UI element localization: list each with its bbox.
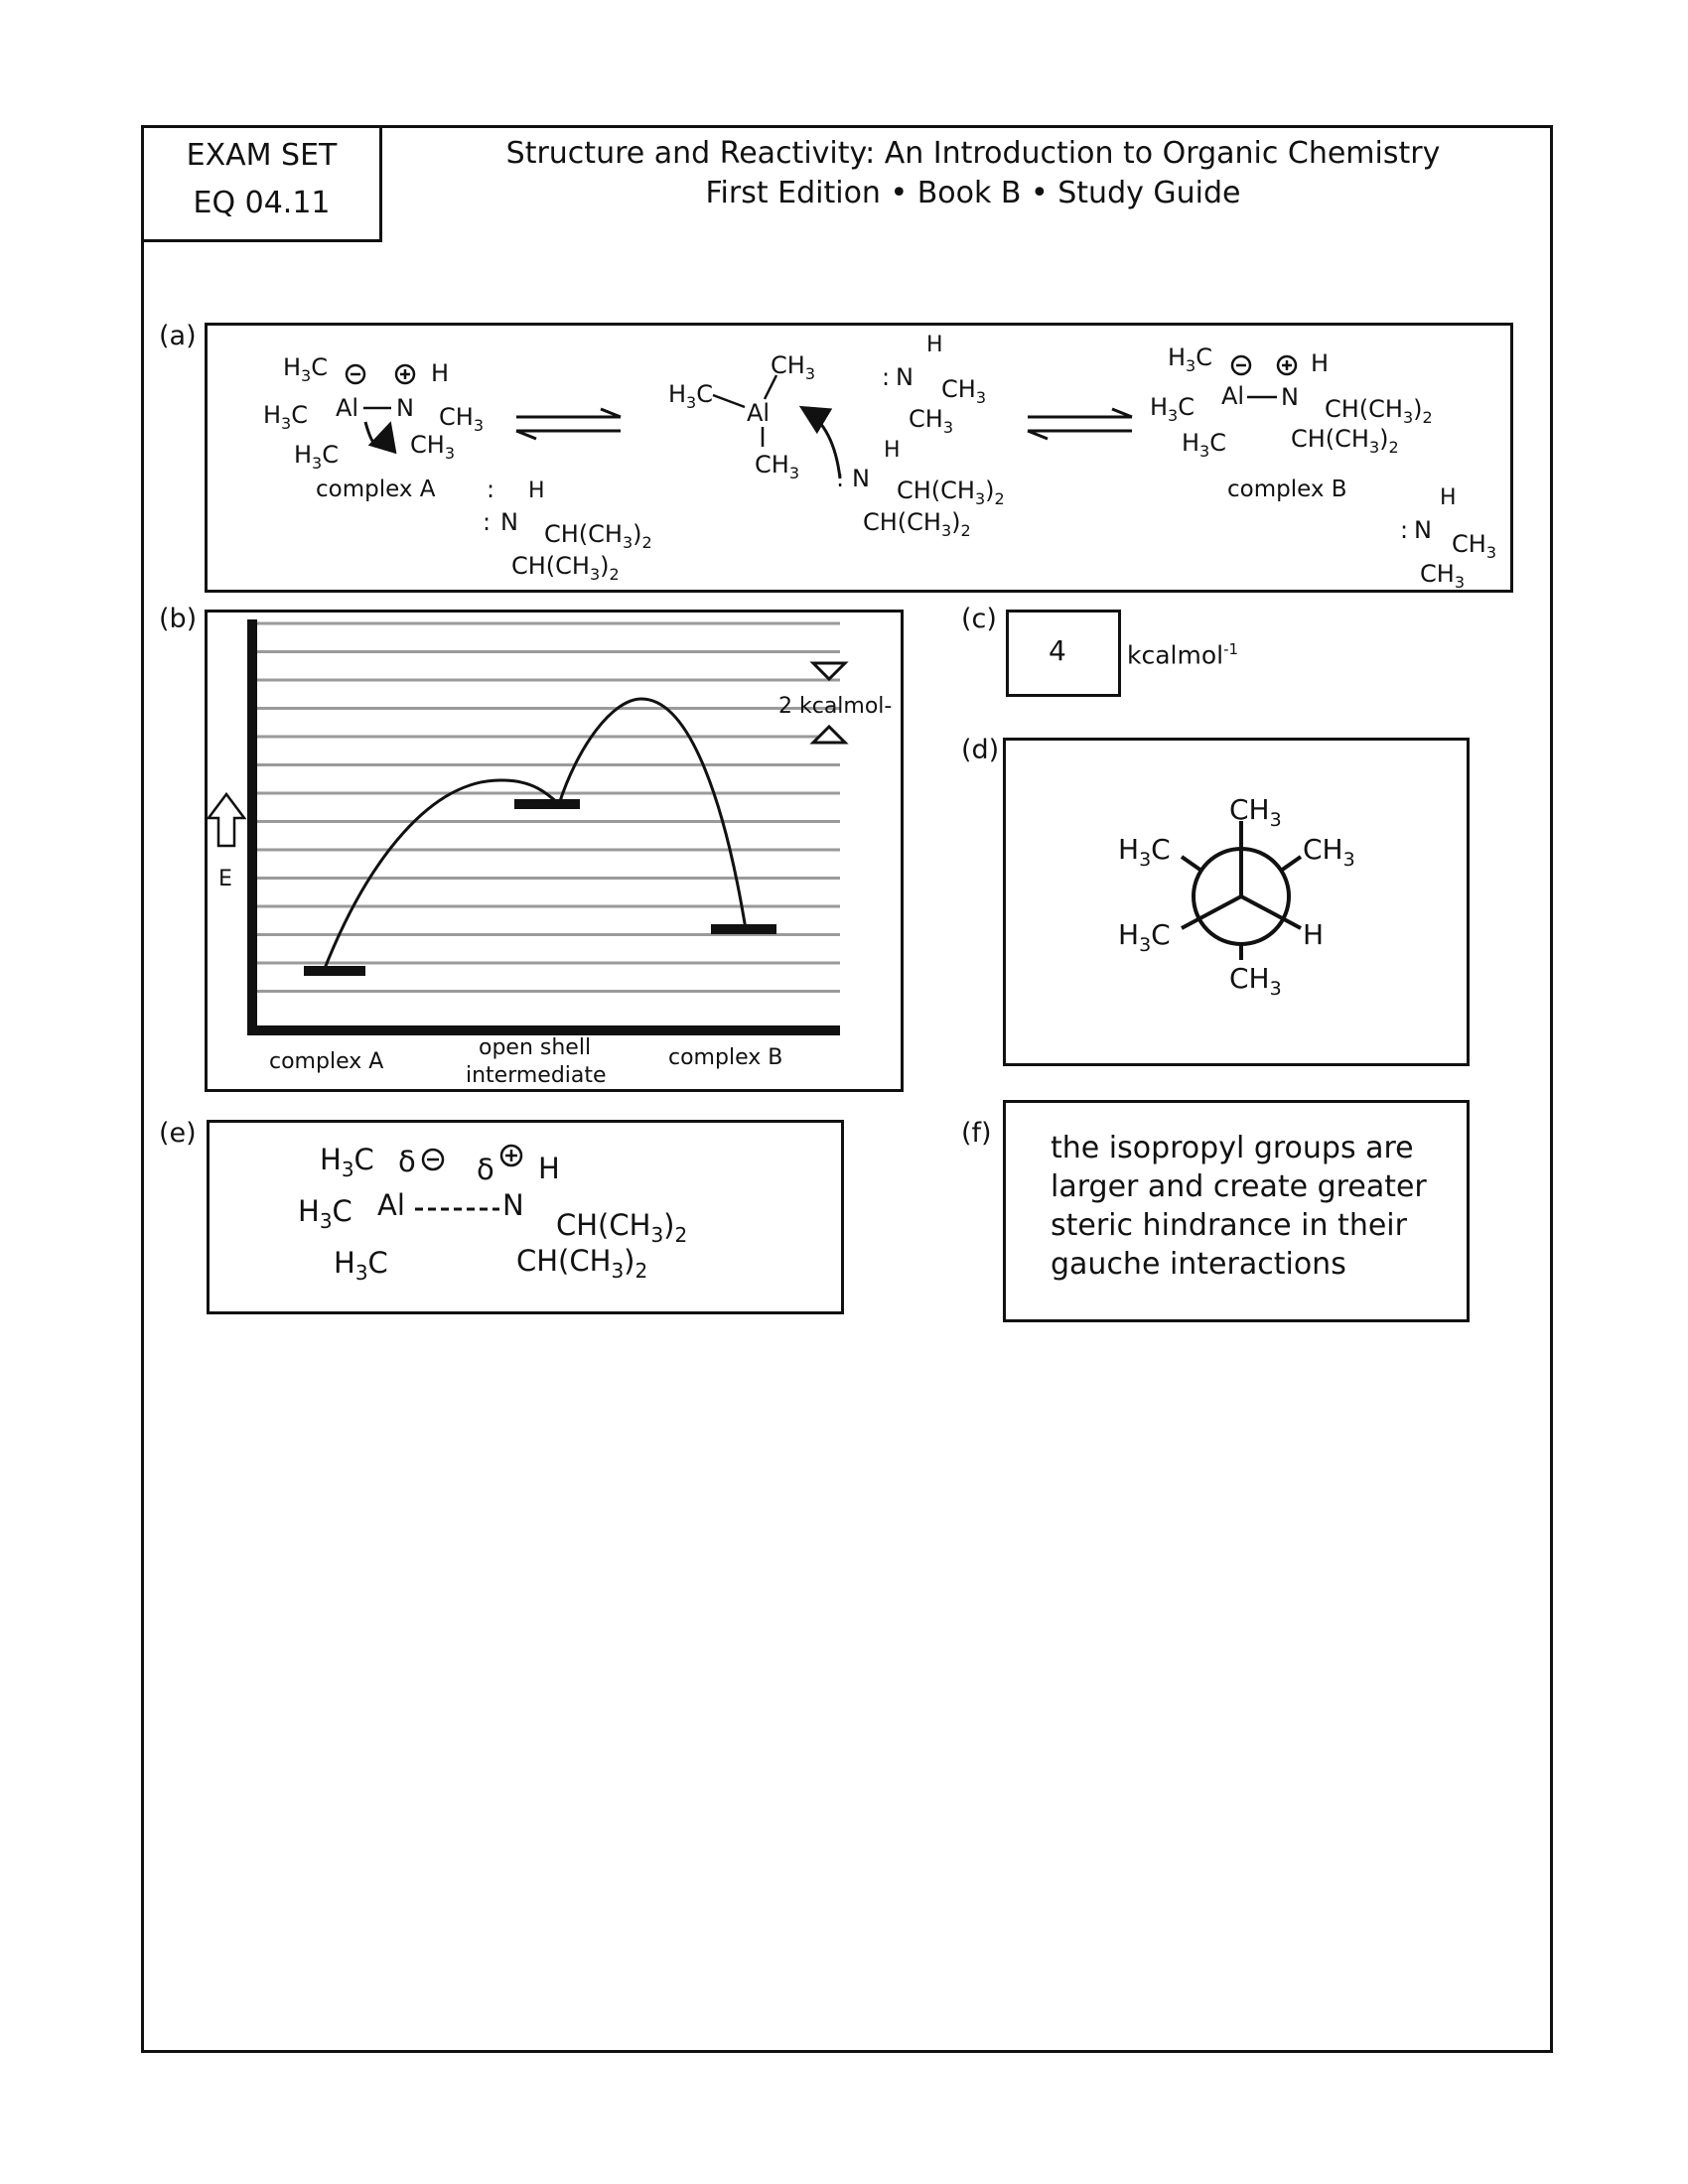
svg-text:CH3: $CH_3$ xyxy=(1452,530,1496,562)
intermediate-group-1: $CH(CH_3)_2$ xyxy=(897,477,1005,508)
part-a-scheme xyxy=(0,0,1688,615)
svg-text:H: H xyxy=(1311,349,1330,377)
complex-b-label: complex B xyxy=(1227,477,1347,502)
intermediate-group-2: $CH(CH_3)_2$ xyxy=(863,508,971,540)
svg-text:Al: Al xyxy=(747,399,771,427)
svg-text:H3C: $H_3C$ xyxy=(283,353,328,385)
svg-text::: : xyxy=(1400,516,1409,544)
part-e-group-1: $CH(CH_3)_2$ xyxy=(556,1208,688,1247)
svg-text:δ: δ xyxy=(398,1145,416,1178)
x-label-intermediate: intermediate xyxy=(466,1063,607,1088)
svg-text::: : xyxy=(483,508,492,536)
svg-text::: : xyxy=(487,476,495,503)
part-c-unit xyxy=(1127,640,1238,669)
part-f-line-2: larger and create greater xyxy=(1051,1169,1427,1204)
svg-text:H3C: $H_3C$ xyxy=(263,401,308,433)
part-e-structure xyxy=(207,1120,844,1314)
svg-text:H: H xyxy=(926,333,943,357)
part-f-line-4: gauche interactions xyxy=(1051,1247,1346,1282)
scale-triangle-top xyxy=(813,663,845,679)
energy-axis-label: E xyxy=(218,867,232,891)
svg-text:CH3: $CH_3$ xyxy=(410,431,455,463)
question-id: EQ 04.11 xyxy=(193,186,331,220)
part-e-group-2: $CH(CH_3)_2$ xyxy=(516,1244,648,1283)
svg-text:H: H xyxy=(431,359,450,387)
svg-text:H3C: $H_3C$ xyxy=(1182,429,1226,461)
svg-text:Al: Al xyxy=(1221,382,1245,410)
svg-text:N: N xyxy=(502,1188,524,1222)
equilibrium-arrows-1 xyxy=(516,409,621,439)
svg-text:N: N xyxy=(852,465,870,492)
energy-diagram xyxy=(205,610,904,1092)
svg-text:H: H xyxy=(884,438,901,463)
amine-a-group-2: $CH(CH_3)_2$ xyxy=(511,552,620,584)
svg-text:CH3: $CH_3$ xyxy=(755,451,799,482)
x-label-open-shell: open shell xyxy=(479,1035,592,1060)
svg-text:H3C: $H_3C$ xyxy=(1150,393,1195,425)
equilibrium-arrows-2 xyxy=(1028,409,1132,439)
svg-text:CH3: $CH_3$ xyxy=(1229,793,1282,831)
part-b-label: (b) xyxy=(159,604,198,634)
svg-text:CH3: $CH_3$ xyxy=(1303,833,1355,871)
reaction-profile-curve xyxy=(324,699,746,971)
svg-text:CH3: $CH_3$ xyxy=(941,375,986,407)
svg-text:CH3: $CH_3$ xyxy=(439,403,484,435)
level-complex-a xyxy=(304,966,365,976)
svg-text:H3C: $H_3C$ xyxy=(668,380,713,412)
part-e-label: (e) xyxy=(159,1118,197,1149)
x-label-complex-a: complex A xyxy=(269,1049,384,1074)
part-c-unit-base: kcalmol xyxy=(1127,640,1224,670)
svg-text:H3C: $H_3C$ xyxy=(1168,343,1212,375)
newman-projection xyxy=(1003,738,1470,1066)
part-c-unit-exp: -1 xyxy=(1223,640,1239,658)
part-f-line-1: the isopropyl groups are xyxy=(1051,1131,1414,1165)
part-c-answer-box xyxy=(1006,610,1121,697)
svg-text:Al: Al xyxy=(336,394,359,422)
svg-text:CH3: $CH_3$ xyxy=(909,405,953,437)
svg-text::: : xyxy=(882,363,891,391)
svg-text:CH3: $CH_3$ xyxy=(1420,560,1465,592)
svg-text:H3C: $H_3C$ xyxy=(320,1143,374,1181)
svg-text:H3C: $H_3C$ xyxy=(294,441,339,473)
scale-label: 2 kcalmol- xyxy=(778,694,893,719)
svg-text:δ: δ xyxy=(477,1153,494,1186)
complex-b-group-2: $CH(CH_3)_2$ xyxy=(1291,425,1399,457)
svg-text:N: N xyxy=(500,508,518,536)
svg-text:H3C: $H_3C$ xyxy=(334,1246,388,1285)
svg-text:H: H xyxy=(538,1152,560,1185)
svg-text:CH3: $CH_3$ xyxy=(771,351,815,383)
part-a-label: (a) xyxy=(159,321,197,351)
book-title: Structure and Reactivity: An Introduction to Organic Chemistry xyxy=(505,136,1441,171)
part-d-label: (d) xyxy=(961,735,1000,765)
part-c-label: (c) xyxy=(961,604,997,634)
level-open-shell xyxy=(514,799,580,809)
svg-text:N: N xyxy=(1414,516,1432,544)
complex-b-structure xyxy=(1150,343,1496,592)
svg-text:CH3: $CH_3$ xyxy=(1229,962,1282,1000)
complex-a-label: complex A xyxy=(316,477,436,502)
exam-set-label: EXAM SET xyxy=(186,138,338,173)
svg-text:N: N xyxy=(396,394,414,422)
amine-a-group-1: $CH(CH_3)_2$ xyxy=(544,520,652,552)
svg-text:H: H xyxy=(1440,485,1457,510)
svg-text::: : xyxy=(836,465,845,492)
part-f-answer xyxy=(1051,1129,1458,1284)
scale-triangle-bottom xyxy=(813,727,845,743)
complex-b-group-1: $CH(CH_3)_2$ xyxy=(1325,395,1433,427)
part-c-value: 4 xyxy=(1049,634,1066,667)
complex-a-structure xyxy=(263,353,652,584)
x-label-complex-b: complex B xyxy=(668,1045,783,1070)
svg-text:H: H xyxy=(528,478,545,503)
svg-text:N: N xyxy=(896,363,914,391)
energy-up-arrow xyxy=(209,794,244,846)
svg-text:N: N xyxy=(1281,383,1299,411)
level-complex-b xyxy=(711,924,776,934)
part-f-label: (f) xyxy=(961,1118,992,1149)
svg-text:H3C: $H_3C$ xyxy=(298,1194,352,1233)
book-subtitle: First Edition • Book B • Study Guide xyxy=(705,176,1241,210)
svg-text:H3C: $H_3C$ xyxy=(1118,833,1171,871)
part-f-box xyxy=(1003,1100,1470,1322)
svg-text:Al: Al xyxy=(377,1188,405,1222)
intermediate-structure xyxy=(668,333,1005,540)
svg-text:H3C: $H_3C$ xyxy=(1118,918,1171,956)
svg-text:H: H xyxy=(1303,918,1325,951)
part-f-line-3: steric hindrance in their xyxy=(1051,1208,1407,1243)
